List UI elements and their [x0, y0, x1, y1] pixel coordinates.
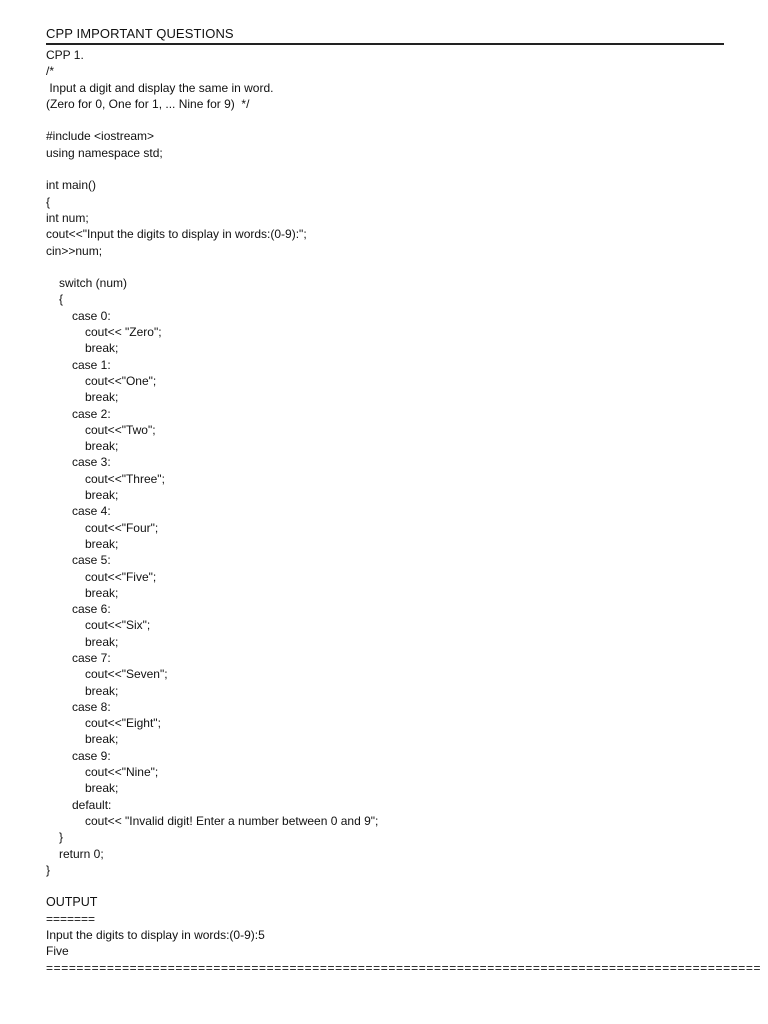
case-label: case 5:: [72, 553, 111, 568]
code-line-input: cin>>num;: [46, 243, 103, 258]
case-break: break;: [85, 439, 119, 454]
case-break: break;: [85, 781, 119, 796]
code-line-include: #include <iostream>: [46, 129, 155, 144]
case-statement: cout<<"Nine";: [85, 765, 159, 780]
header-divider: [46, 43, 724, 45]
comment-open: /*: [46, 64, 55, 79]
case-break: break;: [85, 585, 119, 600]
case-statement: cout<<"One";: [85, 373, 157, 388]
code-line-prompt: cout<<"Input the digits to display in words:(0-9):";: [46, 227, 307, 242]
blank-line: [46, 112, 726, 128]
case-label: case 3:: [72, 455, 111, 470]
default-statement: cout<< "Invalid digit! Enter a number between 0 and 9";: [85, 813, 379, 828]
case-label: case 2:: [72, 406, 111, 421]
case-statement: cout<< "Zero";: [85, 325, 162, 340]
case-label: case 0:: [72, 308, 111, 323]
case-statement: cout<<"Seven";: [85, 667, 168, 682]
case-block: [46, 552, 726, 601]
code-line-namespace: using namespace std;: [46, 145, 163, 160]
blank-line: [46, 259, 726, 275]
case-statement: cout<<"Eight";: [85, 716, 161, 731]
code-line-decl: int num;: [46, 210, 89, 225]
case-block: [46, 357, 726, 406]
default-label: default:: [72, 797, 112, 812]
blank-line: [46, 878, 726, 894]
output-heading: OUTPUT: [46, 895, 98, 910]
case-break: break;: [85, 536, 119, 551]
case-label: case 1:: [72, 357, 111, 372]
output-result: Five: [46, 944, 69, 959]
case-label: case 4:: [72, 504, 111, 519]
case-statement: cout<<"Four";: [85, 520, 159, 535]
page-title: CPP IMPORTANT QUESTIONS: [46, 26, 234, 41]
case-break: break;: [85, 390, 119, 405]
code-line-switch: switch (num): [59, 276, 128, 291]
code-line-brace: }: [46, 862, 51, 877]
case-statement: cout<<"Five";: [85, 569, 157, 584]
case-block: [46, 699, 726, 748]
case-block: [46, 601, 726, 650]
document-body: [46, 47, 762, 976]
code-line-brace: }: [59, 830, 64, 845]
case-label: case 7:: [72, 650, 111, 665]
case-break: break;: [85, 732, 119, 747]
case-block: [46, 503, 726, 552]
code-line-main: int main(): [46, 178, 97, 193]
output-prompt-line: Input the digits to display in words:(0-9):5: [46, 928, 265, 943]
case-statement: cout<<"Two";: [85, 422, 156, 437]
case-block: [46, 454, 726, 503]
comment-line: (Zero for 0, One for 1, ... Nine for 9) */: [46, 96, 250, 111]
blank-line: [46, 161, 726, 177]
case-break: break;: [85, 488, 119, 503]
code-line-return: return 0;: [59, 846, 104, 861]
case-block: [46, 748, 726, 797]
case-label: case 9:: [72, 748, 111, 763]
program-label: CPP 1.: [46, 48, 84, 62]
code-line-brace: {: [59, 292, 64, 307]
output-underline: =======: [46, 911, 96, 926]
case-label: case 8:: [72, 699, 111, 714]
case-break: break;: [85, 683, 119, 698]
case-block: [46, 308, 726, 357]
case-statement: cout<<"Three";: [85, 471, 165, 486]
case-block: [46, 650, 726, 699]
case-label: case 6:: [72, 602, 111, 617]
case-statement: cout<<"Six";: [85, 618, 151, 633]
case-break: break;: [85, 634, 119, 649]
case-block: [46, 406, 726, 455]
case-break: break;: [85, 341, 119, 356]
comment-line: Input a digit and display the same in word.: [46, 80, 274, 95]
code-line-brace: {: [46, 194, 51, 209]
output-rule: ==============================================================================================: [46, 960, 762, 975]
